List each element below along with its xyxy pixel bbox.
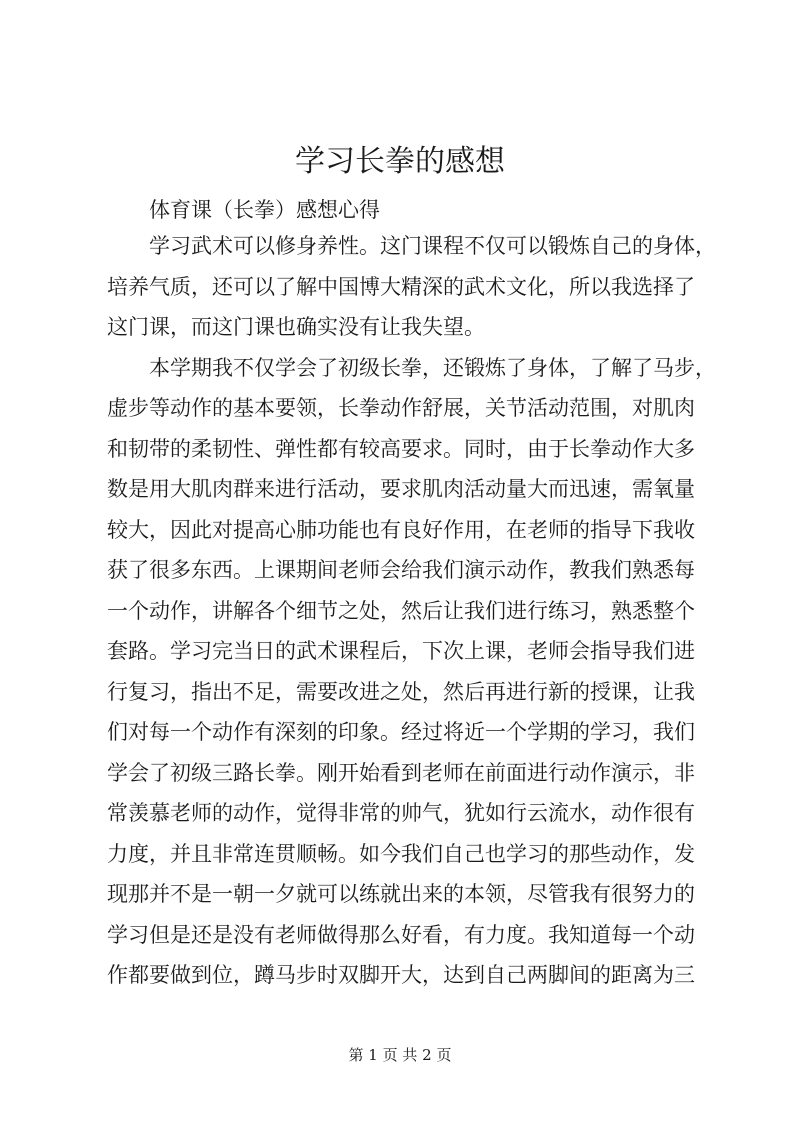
- paragraph-line: 一个动作，讲解各个细节之处，然后让我们进行练习，熟悉整个: [107, 599, 695, 623]
- paragraph-line: 学会了初级三路长拳。刚开始看到老师在前面进行动作演示，非: [107, 761, 695, 785]
- document-title: 学习长拳的感想: [295, 144, 505, 179]
- paragraph-line: 虚步等动作的基本要领，长拳动作舒展，关节活动范围，对肌肉: [107, 396, 695, 420]
- paragraph-line: 数是用大肌肉群来进行活动，要求肌肉活动量大而迅速，需氧量: [107, 477, 695, 501]
- paragraph-line: 这门课，而这门课也确实没有让我失望。: [107, 315, 485, 339]
- paragraph-line: 套路。学习完当日的武术课程后，下次上课，老师会指导我们进: [107, 639, 695, 663]
- paragraph-line: 和韧带的柔韧性、弹性都有较高要求。同时，由于长拳动作大多: [107, 437, 695, 461]
- paragraph-line: 力度，并且非常连贯顺畅。如今我们自己也学习的那些动作，发: [107, 842, 695, 866]
- paragraph-line: 常羡慕老师的动作，觉得非常的帅气，犹如行云流水，动作很有: [107, 801, 695, 825]
- paragraph-line: 行复习，指出不足，需要改进之处，然后再进行新的授课，让我: [107, 680, 695, 704]
- paragraph-line: 作都要做到位，蹲马步时双脚开大，达到自己两脚间的距离为三: [107, 963, 695, 987]
- paragraph-line: 本学期我不仅学会了初级长拳，还锻炼了身体，了解了马步，: [149, 356, 716, 380]
- paragraph-line: 培养气质，还可以了解中国博大精深的武术文化，所以我选择了: [107, 275, 695, 299]
- paragraph-line: 学习武术可以修身养性。这门课程不仅可以锻炼自己的身体，: [149, 234, 716, 258]
- document-subtitle: 体育课（长拳）感想心得: [149, 198, 380, 222]
- paragraph-line: 现那并不是一朝一夕就可以练就出来的本领，尽管我有很努力的: [107, 882, 695, 906]
- paragraph-line: 们对每一个动作有深刻的印象。经过将近一个学期的学习，我们: [107, 720, 695, 744]
- page-footer: 第 1 页 共 2 页: [348, 1046, 452, 1064]
- paragraph-line: 获了很多东西。上课期间老师会给我们演示动作，教我们熟悉每: [107, 558, 695, 582]
- paragraph-line: 较大，因此对提高心肺功能也有良好作用，在老师的指导下我收: [107, 518, 695, 542]
- paragraph-line: 学习但是还是没有老师做得那么好看，有力度。我知道每一个动: [107, 923, 695, 947]
